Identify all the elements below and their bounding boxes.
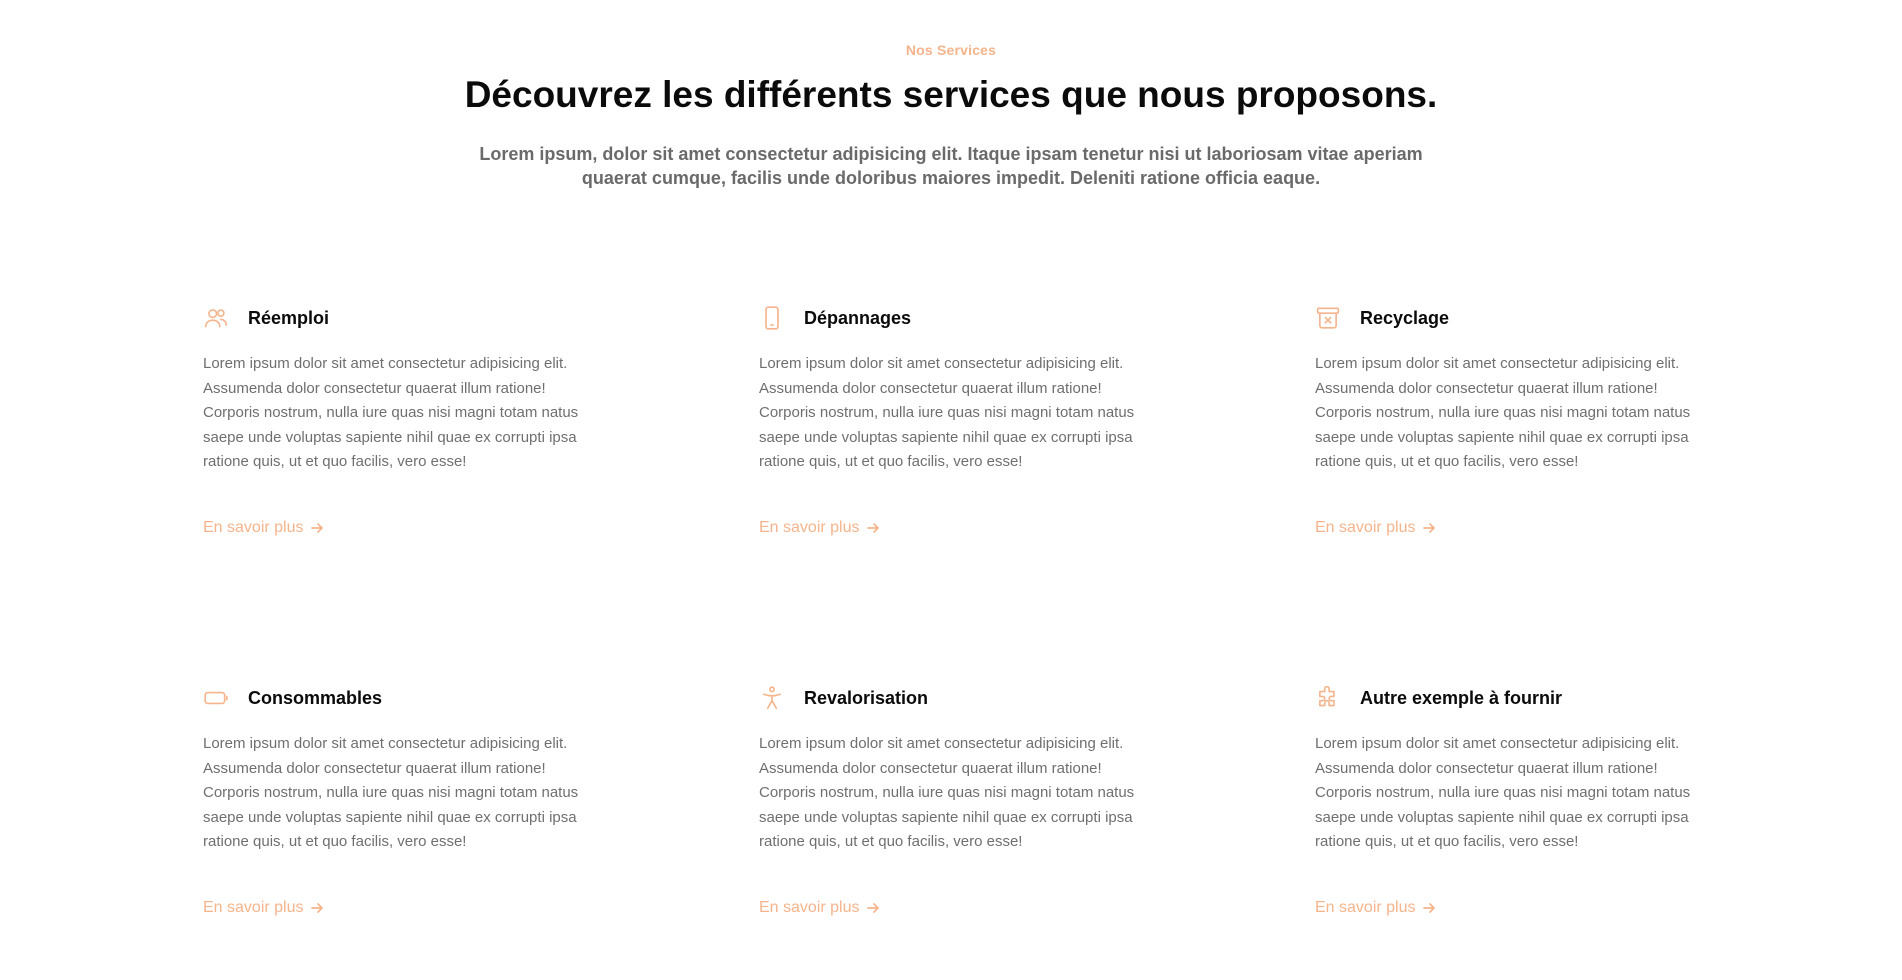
- service-card-header: [1315, 680, 1763, 716]
- section-subtitle: Lorem ipsum, dolor sit amet consectetur adipisicing elit. Itaque ipsam tenetur nisi ut laboriosam vitae aperiam quaerat cumque, facilis unde doloribus maiores impedit. Deleniti ratione officia eaque.: [479, 144, 1423, 188]
- service-title: Réemploi: [248, 307, 330, 328]
- service-description: Lorem ipsum dolor sit amet consectetur adipisicing elit. Assumenda dolor consectetur quaerat illum ratione! Corporis nostrum, nulla iure quas nisi magni totam natus saepe unde voluptas sapiente nihil quae ex corrupti ipsa ratione quis, ut et quo facilis, vero esse!: [203, 735, 579, 850]
- service-title: Dépannages: [804, 307, 912, 328]
- arrow-right-icon: [1422, 901, 1436, 915]
- service-card-header: [759, 680, 1315, 716]
- services-grid: [203, 300, 1763, 980]
- puzzle-icon: [1315, 685, 1341, 711]
- service-description: Lorem ipsum dolor sit amet consectetur adipisicing elit. Assumenda dolor consectetur quaerat illum ratione! Corporis nostrum, nulla iure quas nisi magni totam natus saepe unde voluptas sapiente nihil quae ex corrupti ipsa ratione quis, ut et quo facilis, vero esse!: [1315, 355, 1691, 470]
- learn-more-label: En savoir plus: [1315, 518, 1416, 536]
- learn-more-link[interactable]: [759, 519, 880, 537]
- battery-icon: [203, 685, 229, 711]
- accessibility-icon: [759, 685, 785, 711]
- learn-more-link[interactable]: [1315, 899, 1436, 917]
- arrow-right-icon: [1422, 521, 1436, 535]
- users-icon: [203, 305, 229, 331]
- service-description: Lorem ipsum dolor sit amet consectetur adipisicing elit. Assumenda dolor consectetur quaerat illum ratione! Corporis nostrum, nulla iure quas nisi magni totam natus saepe unde voluptas sapiente nihil quae ex corrupti ipsa ratione quis, ut et quo facilis, vero esse!: [759, 735, 1135, 850]
- section-eyebrow: Nos Services: [905, 42, 997, 58]
- service-card-header: [203, 300, 759, 336]
- service-description: Lorem ipsum dolor sit amet consectetur adipisicing elit. Assumenda dolor consectetur quaerat illum ratione! Corporis nostrum, nulla iure quas nisi magni totam natus saepe unde voluptas sapiente nihil quae ex corrupti ipsa ratione quis, ut et quo facilis, vero esse!: [1315, 735, 1691, 850]
- service-title: Recyclage: [1360, 307, 1450, 328]
- learn-more-link[interactable]: [1315, 519, 1436, 537]
- arrow-right-icon: [310, 521, 324, 535]
- service-card-revalorisation: [759, 680, 1315, 980]
- archive-x-icon: [1315, 305, 1341, 331]
- service-title: Revalorisation: [804, 687, 929, 708]
- service-card-header: [1315, 300, 1763, 336]
- learn-more-link[interactable]: [203, 519, 324, 537]
- service-card-reemploi: [203, 300, 759, 680]
- smartphone-icon: [759, 305, 785, 331]
- service-card-consommables: [203, 680, 759, 980]
- service-description: Lorem ipsum dolor sit amet consectetur adipisicing elit. Assumenda dolor consectetur quaerat illum ratione! Corporis nostrum, nulla iure quas nisi magni totam natus saepe unde voluptas sapiente nihil quae ex corrupti ipsa ratione quis, ut et quo facilis, vero esse!: [203, 355, 579, 470]
- services-header: [0, 0, 1902, 190]
- learn-more-label: En savoir plus: [1315, 898, 1416, 916]
- service-card-header: [203, 680, 759, 716]
- service-card-recyclage: [1315, 300, 1763, 680]
- learn-more-label: En savoir plus: [203, 898, 304, 916]
- section-title: Découvrez les différents services que nous proposons.: [464, 74, 1438, 115]
- service-title: Autre exemple à fournir: [1360, 687, 1563, 708]
- service-card-autre: [1315, 680, 1763, 980]
- arrow-right-icon: [866, 901, 880, 915]
- service-card-header: [759, 300, 1315, 336]
- service-card-depannages: [759, 300, 1315, 680]
- service-title: Consommables: [248, 687, 383, 708]
- arrow-right-icon: [866, 521, 880, 535]
- learn-more-link[interactable]: [203, 899, 324, 917]
- learn-more-link[interactable]: [759, 899, 880, 917]
- learn-more-label: En savoir plus: [759, 518, 860, 536]
- learn-more-label: En savoir plus: [759, 898, 860, 916]
- arrow-right-icon: [310, 901, 324, 915]
- learn-more-label: En savoir plus: [203, 518, 304, 536]
- service-description: Lorem ipsum dolor sit amet consectetur adipisicing elit. Assumenda dolor consectetur quaerat illum ratione! Corporis nostrum, nulla iure quas nisi magni totam natus saepe unde voluptas sapiente nihil quae ex corrupti ipsa ratione quis, ut et quo facilis, vero esse!: [759, 355, 1135, 470]
